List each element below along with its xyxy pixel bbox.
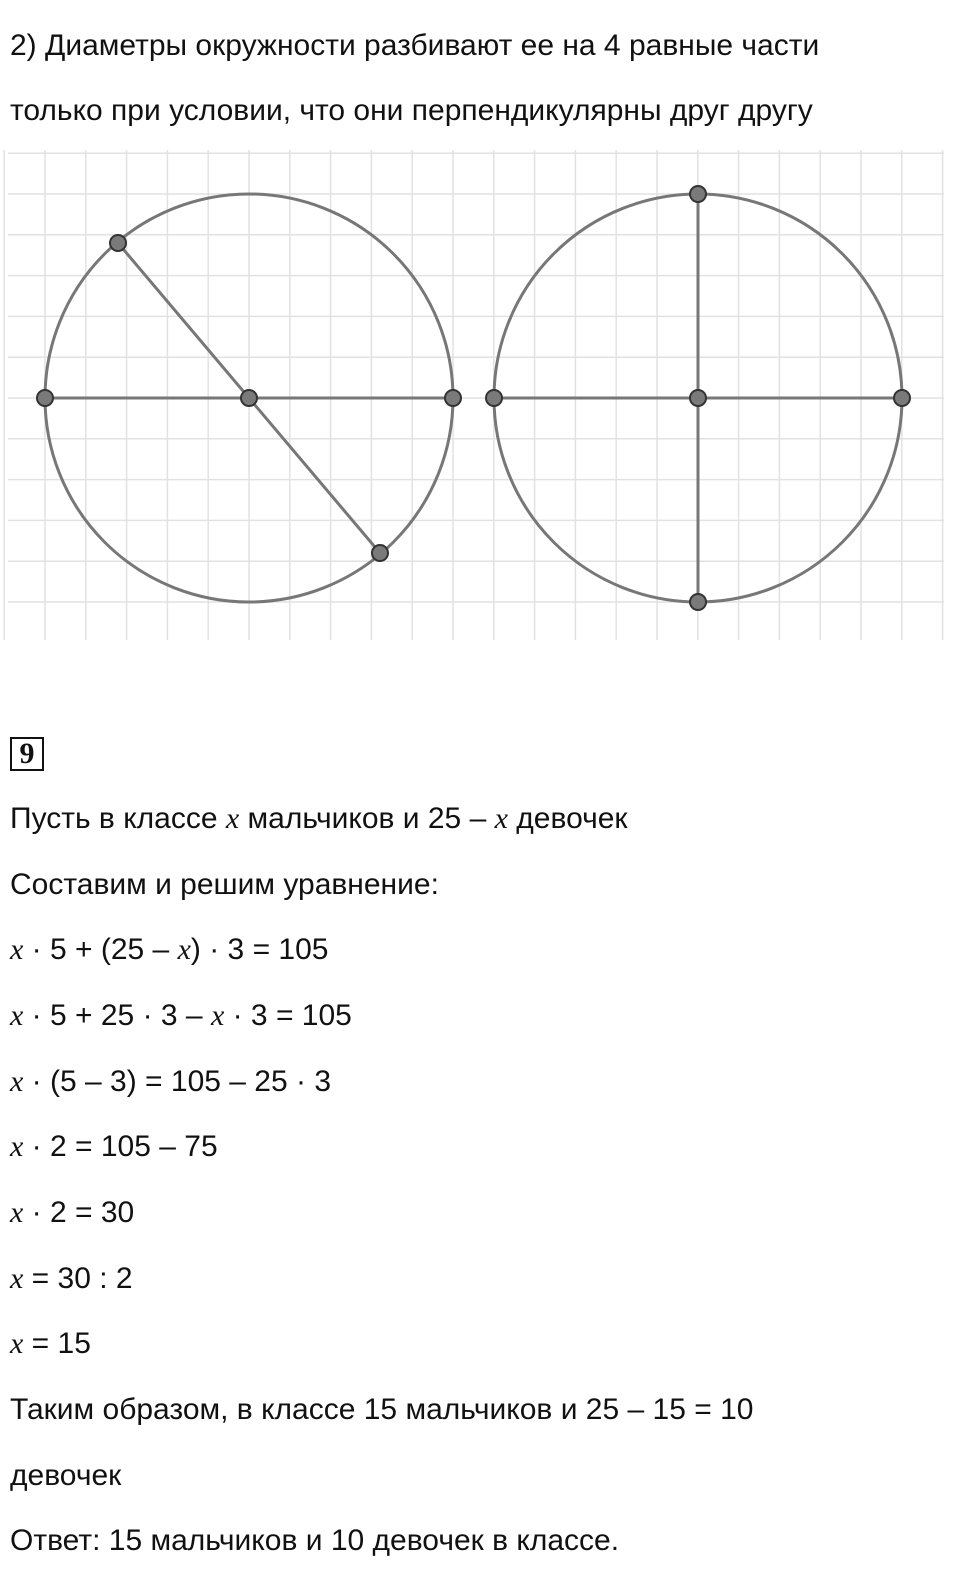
center-point bbox=[690, 390, 706, 406]
task-number: 9 bbox=[10, 737, 44, 771]
equation-step: x · (5 – 3) = 105 – 25 · 3 bbox=[10, 1065, 332, 1098]
part2-text-line-1: 2) Диаметры окружности разбивают ее на 4 равные части bbox=[10, 29, 820, 62]
center-point bbox=[241, 390, 257, 406]
point bbox=[372, 545, 388, 561]
circle-perpendicular-diameters bbox=[486, 186, 910, 610]
equation-step: x · 2 = 105 – 75 bbox=[10, 1130, 218, 1163]
circles-diagram bbox=[0, 150, 944, 640]
equation-step: x · 5 + 25 · 3 – x · 3 = 105 bbox=[10, 999, 352, 1032]
point bbox=[445, 390, 461, 406]
equation-step: x · 2 = 30 bbox=[10, 1196, 135, 1229]
point bbox=[690, 186, 706, 202]
point bbox=[894, 390, 910, 406]
point bbox=[486, 390, 502, 406]
point bbox=[110, 235, 126, 251]
point bbox=[690, 594, 706, 610]
answer-text: Ответ: 15 мальчиков и 10 девочек в классе. bbox=[10, 1524, 620, 1557]
conclusion-line-2: девочек bbox=[10, 1459, 122, 1492]
part2-text-line-2: только при условии, что они перпендикулярны друг другу bbox=[10, 94, 813, 127]
equation-step: x · 5 + (25 – x) · 3 = 105 bbox=[10, 933, 329, 966]
equation-step: x = 15 bbox=[10, 1327, 91, 1360]
task-intro: Пусть в классе x мальчиков и 25 – x девочек bbox=[10, 802, 628, 835]
point bbox=[37, 390, 53, 406]
conclusion-line-1: Таким образом, в классе 15 мальчиков и 25 – 15 = 10 bbox=[10, 1393, 754, 1426]
equation-step: x = 30 : 2 bbox=[10, 1262, 133, 1295]
task-setup: Составим и решим уравнение: bbox=[10, 868, 439, 901]
